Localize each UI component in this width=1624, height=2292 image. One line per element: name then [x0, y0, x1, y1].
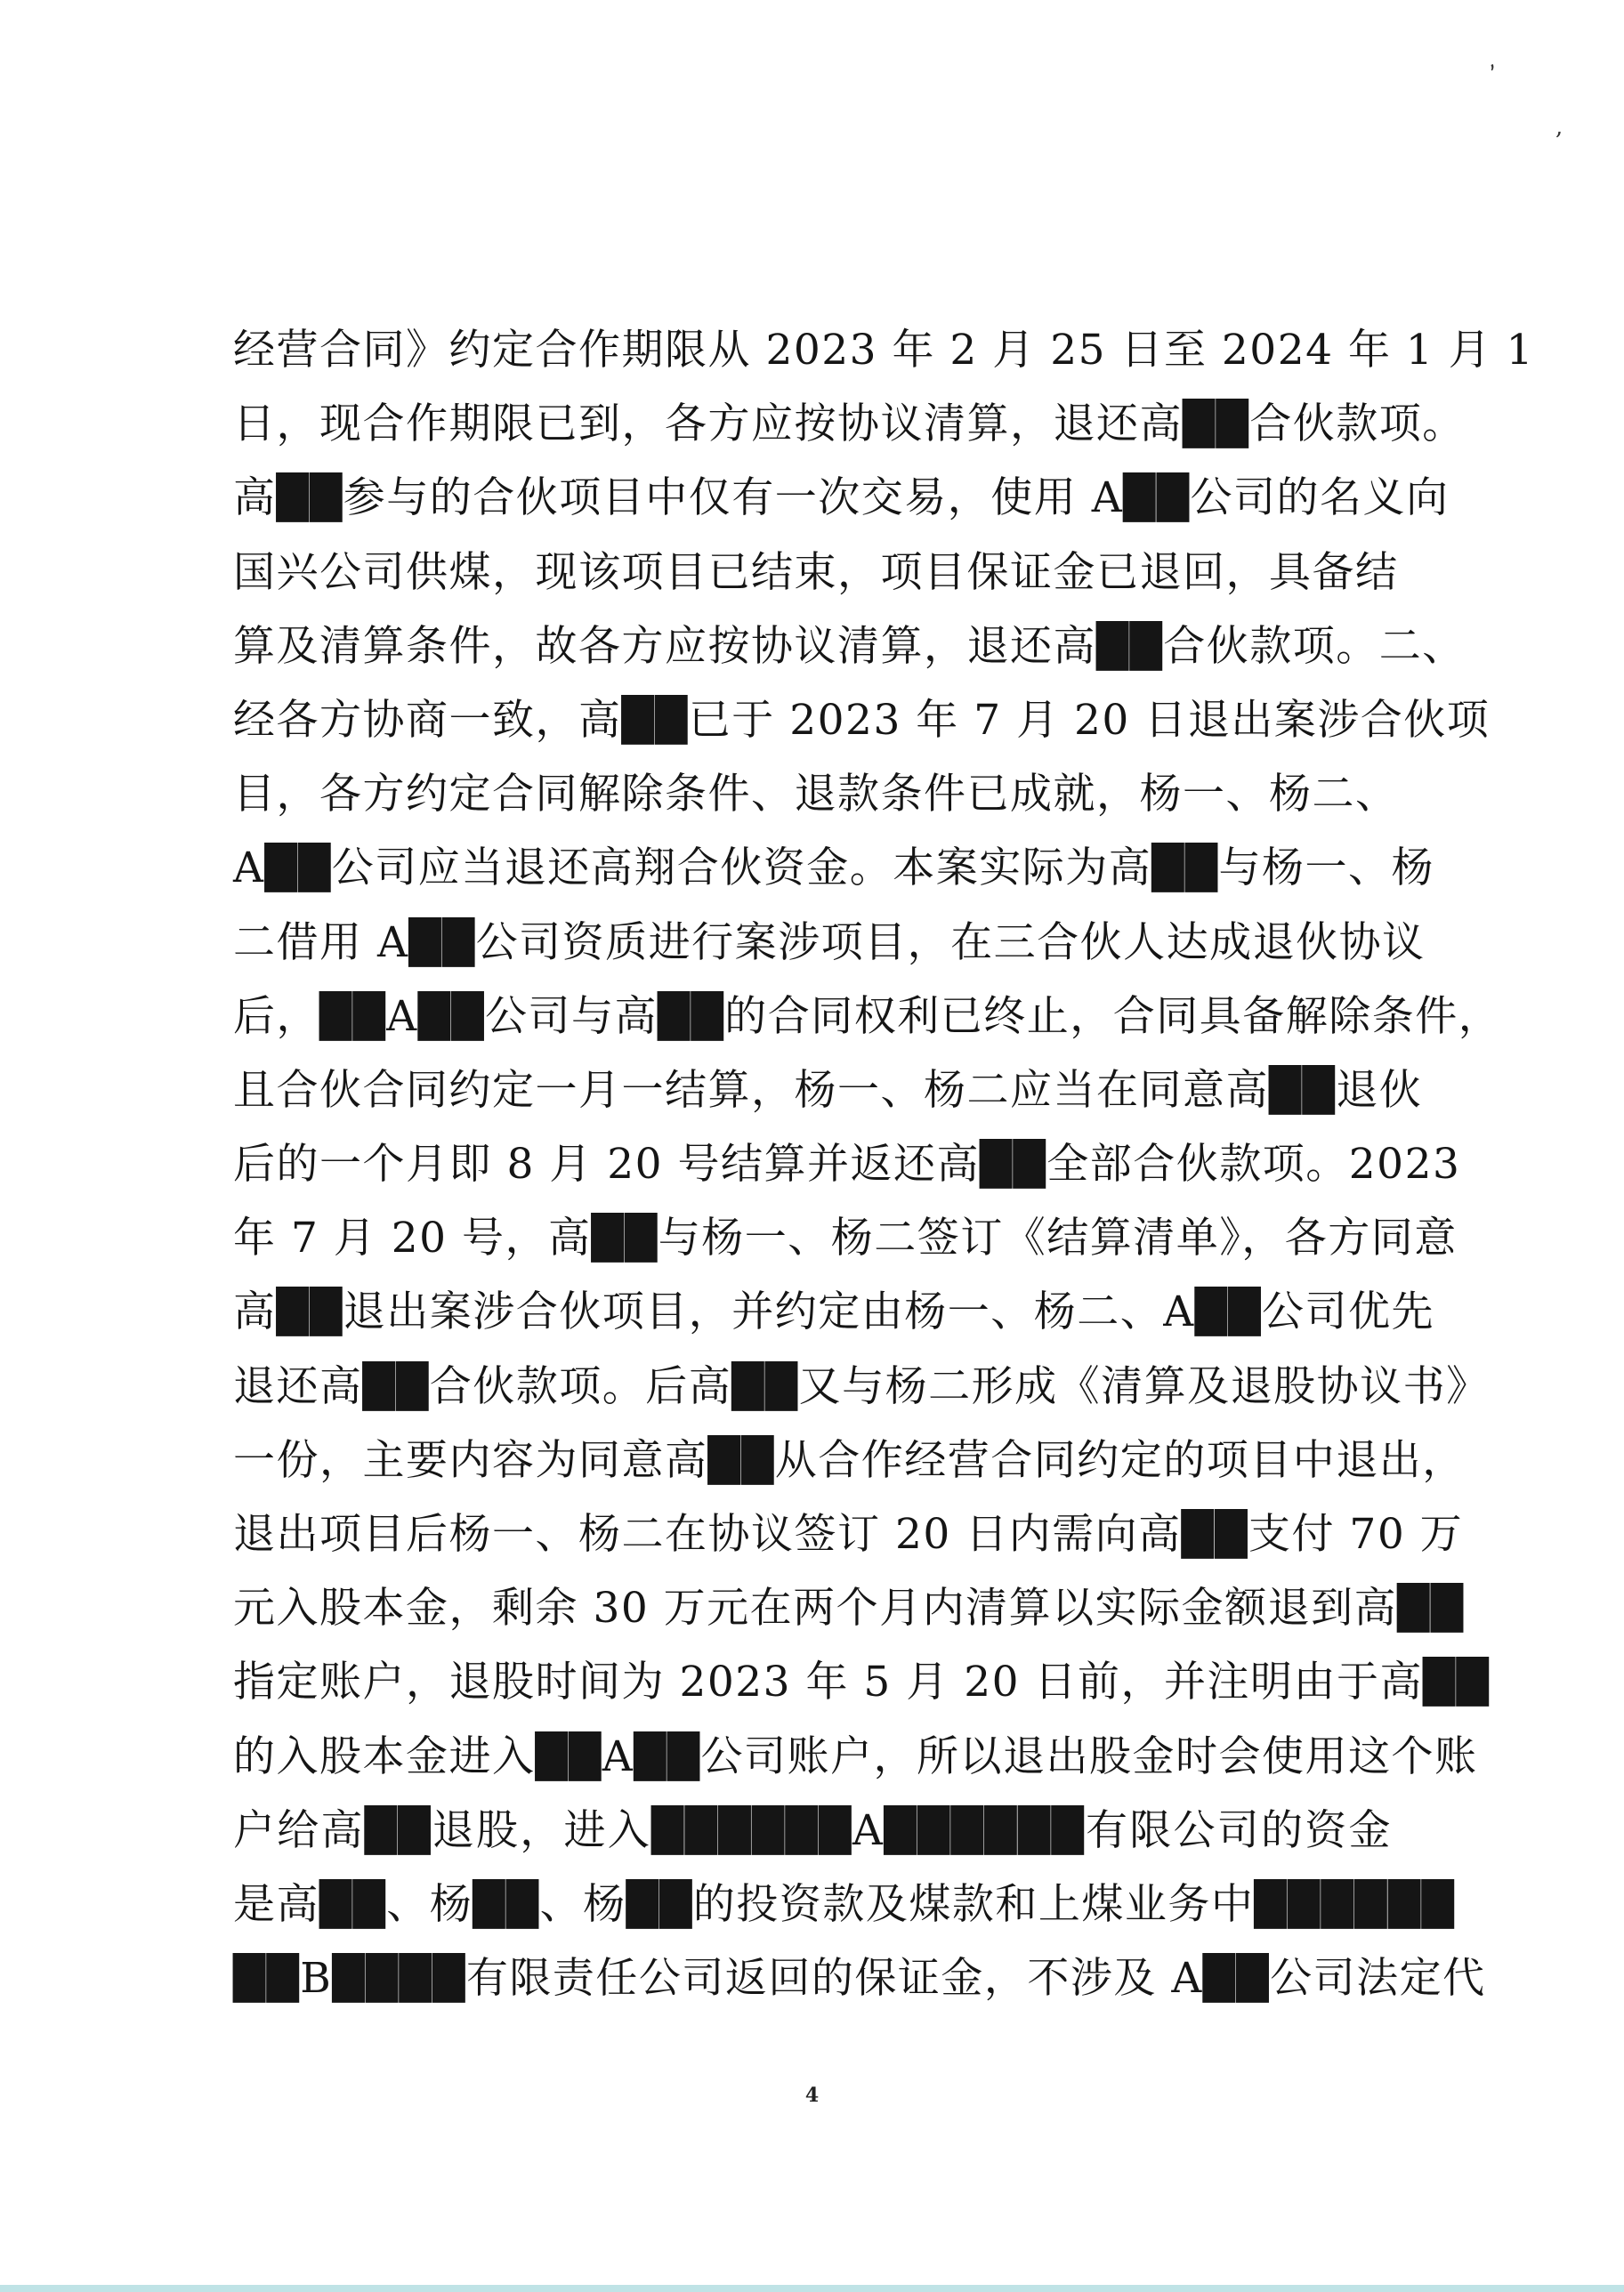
text-line: 的入股本金进入██A██公司账户，所以退出股金时会使用这个账 [233, 1731, 1478, 1781]
text-line: 一份，主要内容为同意高██从合作经营合同约定的项目中退出， [233, 1435, 1466, 1485]
text-line: 目，各方约定合同解除条件、退款条件已成就，杨一、杨二、 [233, 770, 1399, 819]
text-line: 经营合同》约定合作期限从 2023 年 2 月 25 日至 2024 年 1 月 1 [233, 326, 1535, 375]
scan-mark: , [1481, 46, 1499, 75]
text-line: 经各方协商一致，高██已于 2023 年 7 月 20 日退出案涉合伙项 [233, 695, 1491, 745]
text-line: 且合伙合同约定一月一结算，杨一、杨二应当在同意高██退伙 [233, 1065, 1423, 1115]
text-line: 退还高██合伙款项。后高██又与杨二形成《清算及退股协议书》 [233, 1361, 1490, 1411]
text-line: A██公司应当退还高翔合伙资金。本案实际为高██与杨一、杨 [233, 843, 1435, 893]
text-line: 国兴公司供煤，现该项目已结束，项目保证金已退回，具备结 [233, 547, 1399, 597]
text-line: ██B████有限责任公司返回的保证金，不涉及 A██公司法定代 [233, 1954, 1486, 2004]
text-line: 是高██、杨██、杨██的投资款及煤款和上煤业务中██████ [233, 1879, 1456, 1929]
text-line: 后的一个月即 8 月 20 号结算并返还高██全部合伙款项。2023 [233, 1140, 1461, 1190]
page-number: 4 [804, 2084, 820, 2107]
text-line: 退出项目后杨一、杨二在协议签订 20 日内需向高██支付 70 万 [233, 1510, 1464, 1559]
scan-mark: , [1555, 114, 1563, 141]
text-line: 指定账户，退股时间为 2023 年 5 月 20 日前，并注明由于高██ [233, 1658, 1491, 1707]
scan-edge [0, 2285, 1624, 2292]
body-paragraph [233, 313, 1535, 2015]
text-line: 元入股本金，剩余 30 万元在两个月内清算以实际金额退到高██ [233, 1584, 1465, 1634]
text-line: 高██退出案涉合伙项目，并约定由杨一、杨二、A██公司优先 [233, 1287, 1435, 1337]
text-line: 高██参与的合伙项目中仅有一次交易，使用 A██公司的名义向 [233, 473, 1450, 523]
text-line: 年 7 月 20 号，高██与杨一、杨二签订《结算清单》，各方同意 [233, 1214, 1458, 1263]
text-line: 后，██A██公司与高██的合同权利已终止，合同具备解除条件， [233, 991, 1502, 1041]
text-line: 日，现合作期限已到，各方应按协议清算，退还高██合伙款项。 [233, 399, 1466, 449]
text-line: 二借用 A██公司资质进行案涉项目，在三合伙人达成退伙协议 [233, 917, 1426, 967]
text-line: 算及清算条件，故各方应按协议清算，退还高██合伙款项。二、 [233, 621, 1466, 671]
text-line: 户给高██退股，进入██████A██████有限公司的资金 [233, 1805, 1392, 1855]
